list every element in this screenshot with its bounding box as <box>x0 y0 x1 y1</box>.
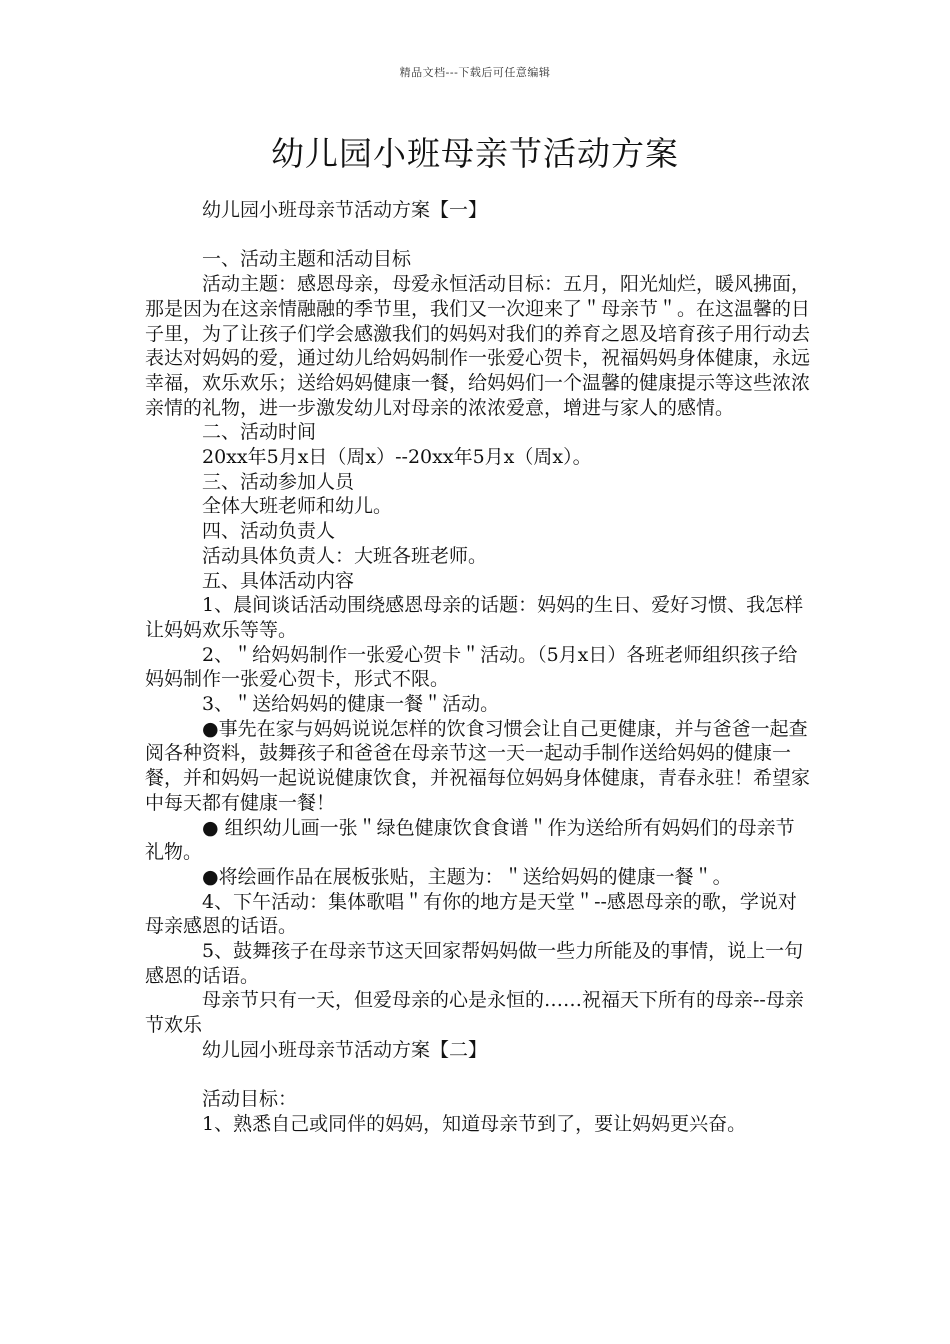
paragraph: 3、＂送给妈妈的健康一餐＂活动。 <box>202 693 500 716</box>
paragraph: ●将绘画作品在展板张贴，主题为：＂送给妈妈的健康一餐＂。 <box>202 865 732 888</box>
paragraph: 1、熟悉自己或同伴的妈妈，知道母亲节到了，要让妈妈更兴奋。 <box>202 1112 747 1135</box>
paragraph: 母亲节只有一天，但爱母亲的心是永恒的……祝福天下所有的母亲--母亲节欢乐 <box>145 989 804 1037</box>
paragraph: 三、活动参加人员 <box>202 470 355 493</box>
header-note: 精品文档---下载后可任意编辑 <box>399 66 551 79</box>
paragraph: 2、＂给妈妈制作一张爱心贺卡＂活动。（5月x日）各班老师组织孩子给妈妈制作一张爱心贺卡，形式不限。 <box>145 643 798 691</box>
paragraph: 4、下午活动：集体歌唱＂有你的地方是天堂＂--感恩母亲的歌，学说对母亲感恩的话语。 <box>145 890 797 938</box>
paragraph: 五、具体活动内容 <box>202 569 355 592</box>
paragraph: 二、活动时间 <box>202 421 317 444</box>
document-body <box>145 198 813 1137</box>
paragraph: 四、活动负责人 <box>202 520 336 543</box>
paragraph: ●事先在家与妈妈说说怎样的饮食习惯会让自己更健康，并与爸爸一起查阅各种资料，鼓舞孩子和爸爸在母亲节这一天一起动手制作送给妈妈的健康一餐，并和妈妈一起说说健康饮食，并祝福每位妈妈身体健康，青春永驻！希望家中每天都有健康一餐！ <box>145 717 811 814</box>
paragraph: 活动目标： <box>202 1088 298 1111</box>
paragraph: 一、活动主题和活动目标 <box>202 248 412 271</box>
paragraph: 活动主题：感恩母亲，母爱永恒活动目标：五月，阳光灿烂，暖风拂面，那是因为在这亲情融融的季节里，我们又一次迎来了＂母亲节＂。在这温馨的日子里，为了让孩子们学会感激我们的妈妈对我们的养育之恩及培育孩子用行动去表达对妈妈的爱，通过幼儿给妈妈制作一张爱心贺卡，祝福妈妈身体健康，永远幸福，欢乐欢乐；送给妈妈健康一餐，给妈妈们一个温馨的健康提示等这些浓浓亲情的礼物，进一步激发幼儿对母亲的浓浓爱意，增进与家人的感情。 <box>145 273 811 419</box>
paragraph: ● 组织幼儿画一张＂绿色健康饮食食谱＂作为送给所有妈妈们的母亲节礼物。 <box>145 816 795 864</box>
section-heading: 幼儿园小班母亲节活动方案【一】 <box>202 199 488 221</box>
paragraph: 5、鼓舞孩子在母亲节这天回家帮妈妈做一些力所能及的事情，说上一句感恩的话语。 <box>145 940 804 987</box>
paragraph: 1、晨间谈话活动围绕感恩母亲的话题：妈妈的生日、爱好习惯、我怎样让妈妈欢乐等等。 <box>145 594 804 641</box>
paragraph: 全体大班老师和幼儿。 <box>202 495 393 518</box>
paragraph: 活动具体负责人：大班各班老师。 <box>202 544 488 567</box>
document-title: 幼儿园小班母亲节活动方案 <box>271 134 679 173</box>
section-heading: 幼儿园小班母亲节活动方案【二】 <box>202 1038 488 1061</box>
paragraph: 20xx年5月x日（周x）--20xx年5月x（周x）。 <box>202 446 592 469</box>
